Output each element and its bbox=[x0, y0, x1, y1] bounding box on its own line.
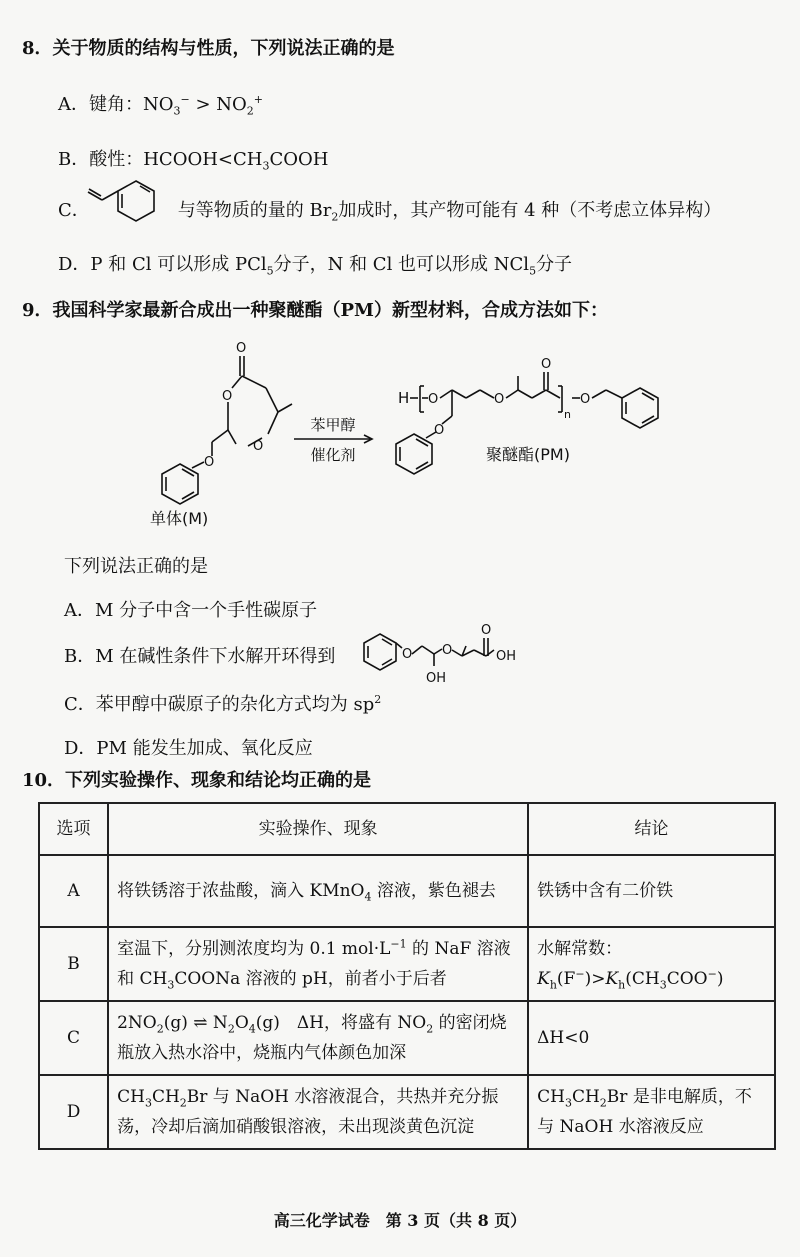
monomer-o-ester: O bbox=[222, 389, 233, 404]
table-row bbox=[39, 1001, 775, 1075]
polymer-o-carbonyl: O bbox=[541, 357, 552, 372]
hydrolysis-product-structure bbox=[362, 622, 532, 686]
row-c-conclusion: ΔH<0 bbox=[528, 1001, 775, 1075]
row-c-option: C bbox=[39, 1001, 108, 1075]
row-a-operation: 将铁锈溶于浓盐酸，滴入 KMnO$_4$ 溶液，紫色褪去 bbox=[108, 855, 528, 927]
vinyl-cyclohexadiene-structure bbox=[88, 176, 178, 238]
row-c-operation: $2NO_2(g)$ ⇌ $N_2O_4(g)$ ΔH，将盛有 $NO_2$ 的密闭烧瓶放入热水浴中，烧瓶内气体颜色加深 bbox=[108, 1001, 528, 1075]
header-option: 选项 bbox=[39, 803, 108, 855]
row-d-conclusion: $CH_3CH_2Br$ 是非电解质，不与 NaOH 水溶液反应 bbox=[528, 1075, 775, 1149]
row-d-operation: $CH_3CH_2Br$ 与 NaOH 水溶液混合，共热并充分振荡，冷却后滴加硝酸银溶液，未出现淡黄色沉淀 bbox=[108, 1075, 528, 1149]
q8-option-d: D．P 和 Cl 可以形成 PCl$_5$分子，N 和 Cl 也可以形成 NCl$_5$分子 bbox=[58, 254, 573, 278]
row-b-option: B bbox=[39, 927, 108, 1001]
q9-option-b: B．M 在碱性条件下水解开环得到 bbox=[64, 646, 336, 667]
monomer-o-ether: O bbox=[204, 455, 215, 470]
polymer-o-3: O bbox=[580, 392, 591, 407]
polymer-n: n bbox=[564, 408, 571, 421]
polymer-h: H bbox=[398, 389, 410, 407]
row-a-conclusion: 铁锈中含有二价铁 bbox=[528, 855, 775, 927]
row-a-option: A bbox=[39, 855, 108, 927]
row-d-option: D bbox=[39, 1075, 108, 1149]
q8-option-c: C． 与等物质的量的 $Br_2$加成时，其产物可能有 4 种（不考虑立体异构） bbox=[58, 200, 722, 224]
reagent-bottom: 催化剂 bbox=[310, 446, 356, 464]
q10-stem: 10．下列实验操作、现象和结论均正确的是 bbox=[22, 770, 372, 791]
polymer-o-1: O bbox=[428, 392, 439, 407]
table-row bbox=[39, 927, 775, 1001]
monomer-o-ring: O bbox=[253, 439, 264, 454]
monomer-structure bbox=[140, 338, 310, 508]
product-o-2: O bbox=[442, 643, 453, 658]
header-operation: 实验操作、现象 bbox=[108, 803, 528, 855]
q8-option-b: B．酸性：$HCOOH<CH_3COOH$ bbox=[58, 149, 329, 173]
product-oh-acid: OH bbox=[496, 649, 517, 664]
reaction-arrow bbox=[294, 434, 376, 444]
q9-option-d: D．PM 能发生加成、氧化反应 bbox=[64, 738, 313, 759]
header-conclusion: 结论 bbox=[528, 803, 775, 855]
polymer-o-2: O bbox=[494, 392, 505, 407]
q9-stem: 9．我国科学家最新合成出一种聚醚酯（PM）新型材料，合成方法如下： bbox=[22, 300, 608, 321]
polymer-label: 聚醚酯(PM) bbox=[486, 445, 570, 464]
table-header-row bbox=[39, 803, 775, 855]
q9-option-c: C．苯甲醇中碳原子的杂化方式均为 $sp^2$ bbox=[64, 693, 382, 715]
product-o-carbonyl: O bbox=[481, 623, 492, 638]
q8-stem: 8．关于物质的结构与性质，下列说法正确的是 bbox=[22, 38, 395, 59]
monomer-o-carbonyl: O bbox=[236, 341, 247, 356]
row-b-operation: 室温下，分别测浓度均为 0.1 $mol\cdot L^{-1}$ 的 NaF 溶液和 $CH_3COONa$ 溶液的 pH，前者小于后者 bbox=[108, 927, 528, 1001]
page-footer: 高三化学试卷 第 3 页（共 8 页） bbox=[273, 1211, 527, 1230]
product-oh-alcohol: OH bbox=[426, 671, 447, 686]
product-o-1: O bbox=[402, 647, 413, 662]
table-row bbox=[39, 855, 775, 927]
q9-sub-stem: 下列说法正确的是 bbox=[64, 556, 208, 577]
reagent-top: 苯甲醇 bbox=[310, 416, 356, 434]
q9-option-a: A．M 分子中含一个手性碳原子 bbox=[64, 600, 318, 621]
experiment-table bbox=[38, 802, 776, 1150]
monomer-label: 单体(M) bbox=[150, 509, 209, 528]
q8-option-a: A．键角：$NO_3^- > NO_2^+$ bbox=[58, 93, 263, 118]
row-b-conclusion: 水解常数： $K_h(F^-)>K_h(CH_3COO^-)$ bbox=[528, 927, 775, 1001]
table-row bbox=[39, 1075, 775, 1149]
polymer-o-4: O bbox=[434, 423, 445, 438]
